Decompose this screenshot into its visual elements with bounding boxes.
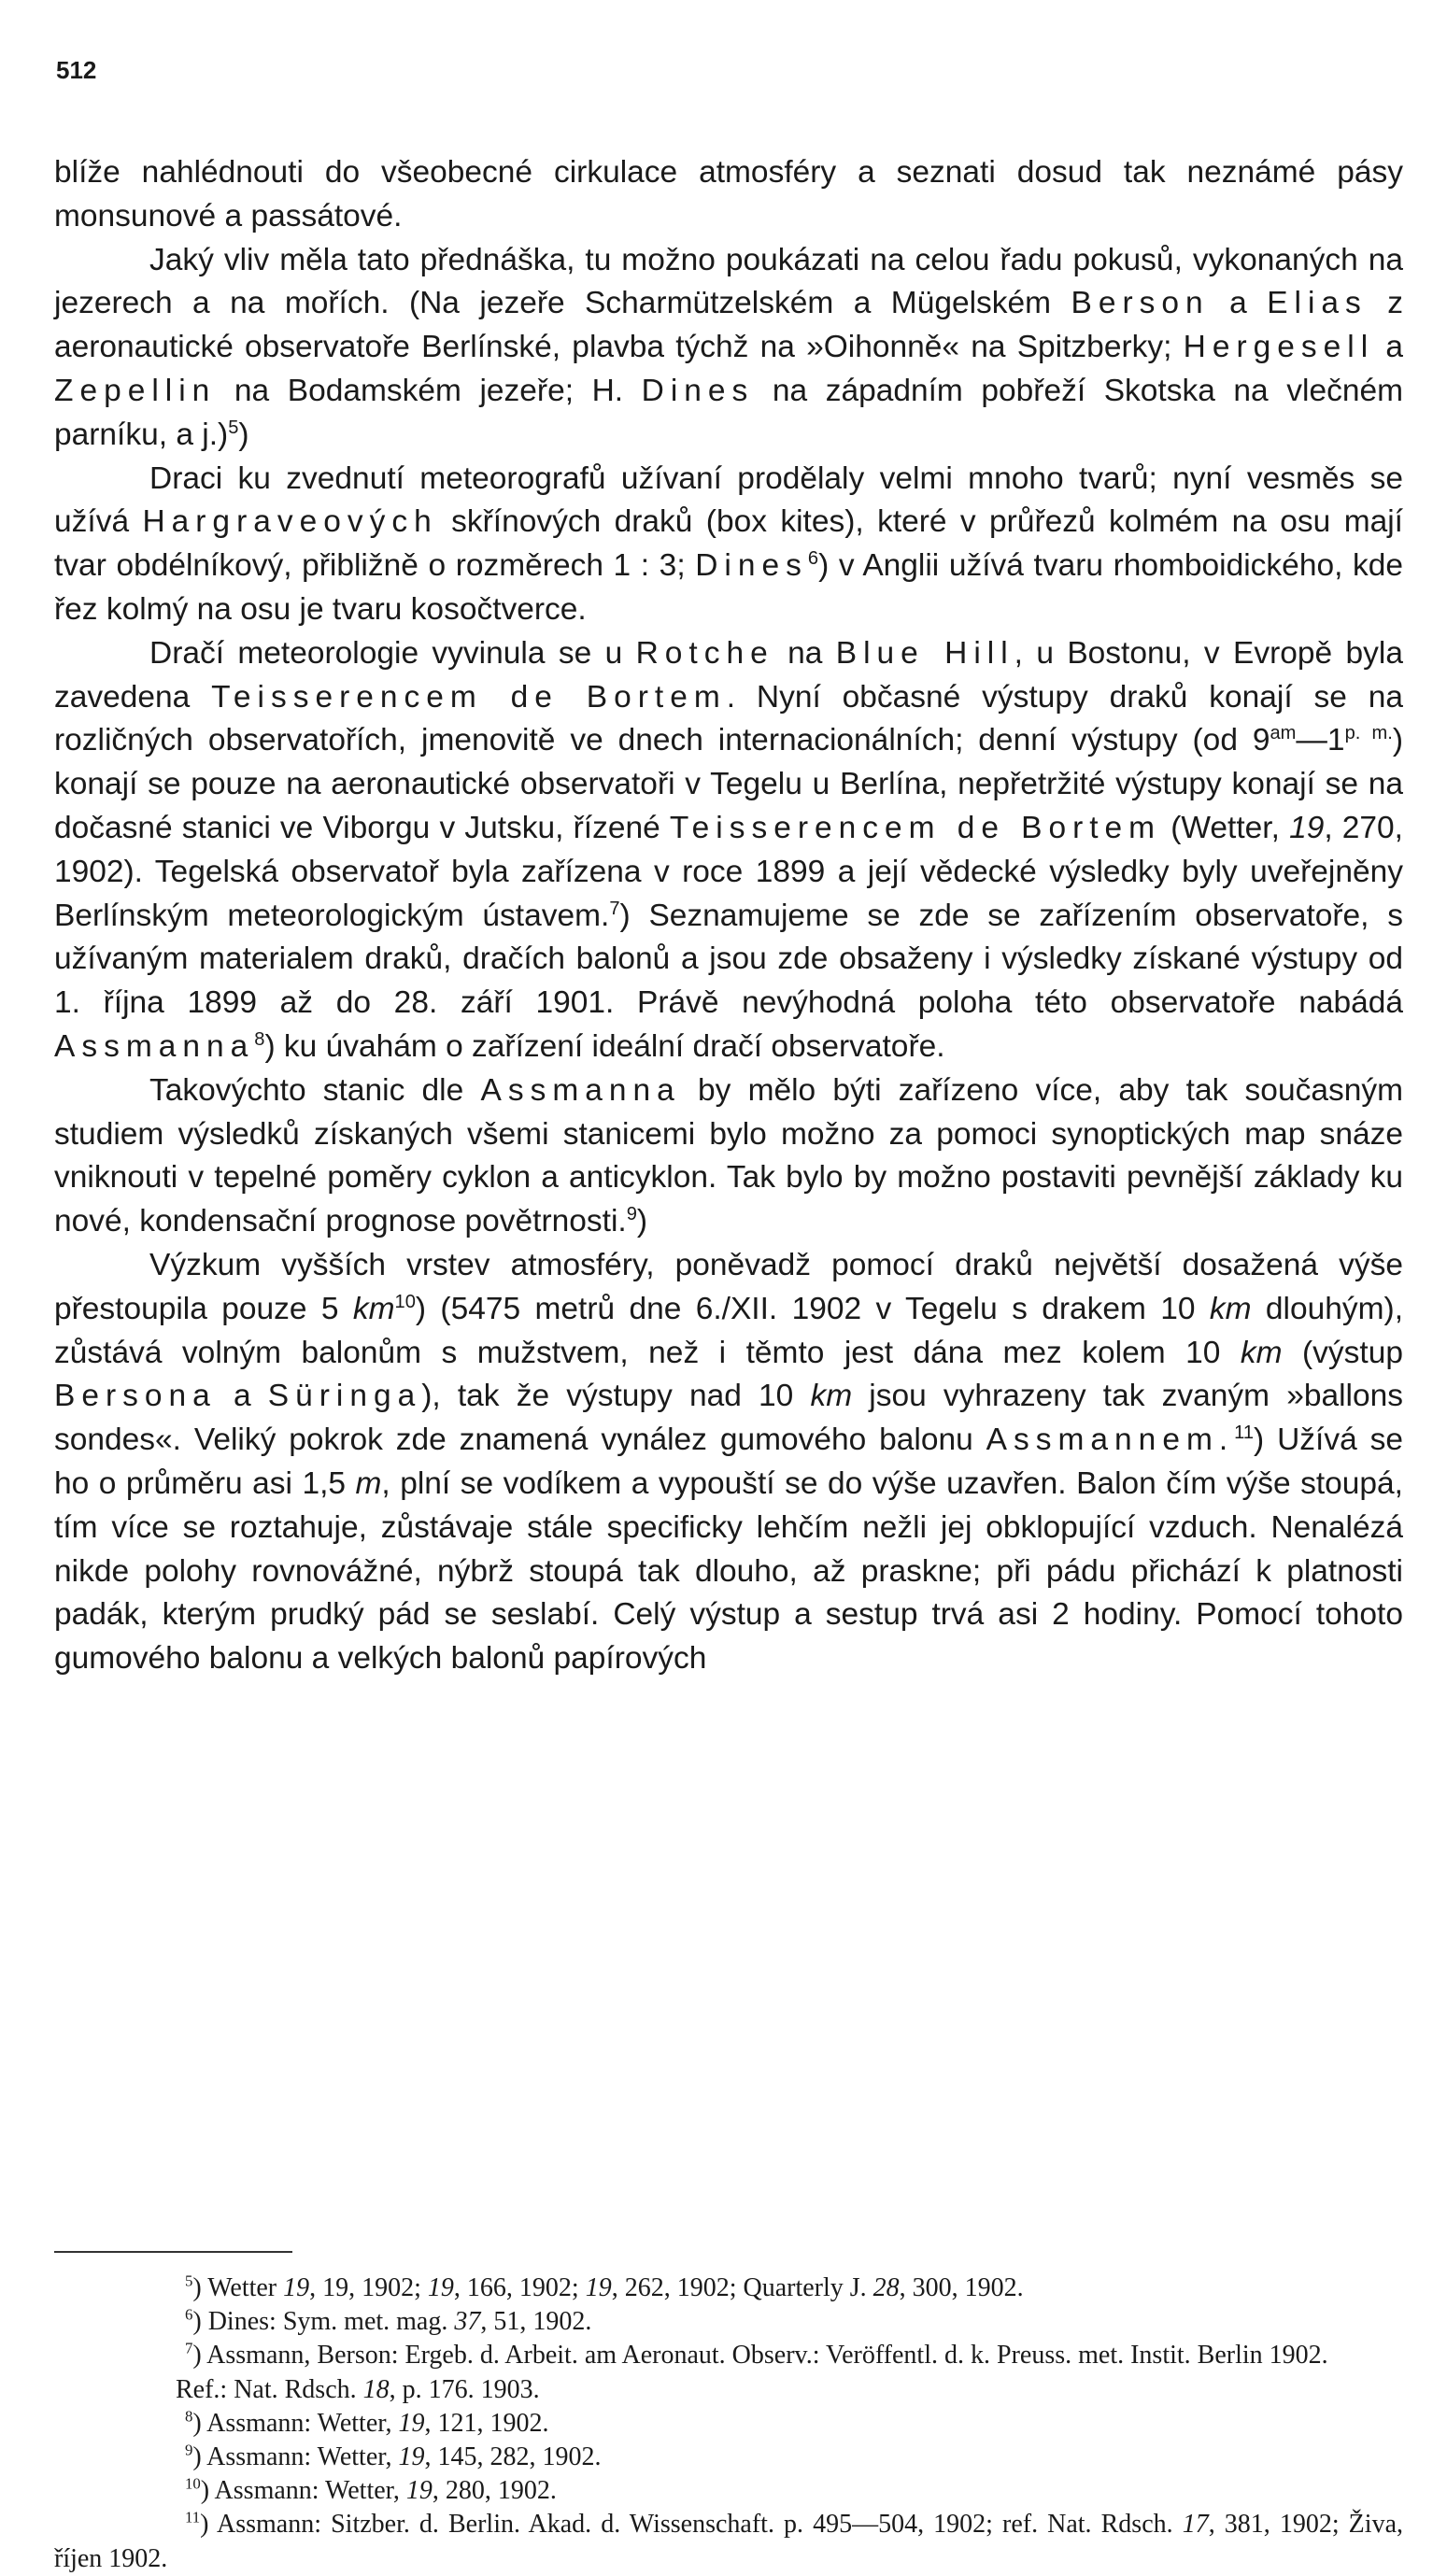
- footnote-6: $^6$) Dines: Sym. met. mag. 37, 51, 1902.: [185, 2305, 592, 2337]
- footnote-10: $^{10}$) Assmann: Wetter, 19, 280, 1902.: [185, 2474, 557, 2506]
- paragraph-6: Výzkum vyšších vrstev atmosféry, poněvadž pomocí draků největší dosažená výše přestoupila pouze 5 $km^{10}$) (5475 metrů dne 6./XII. 1902 v Tegelu s drakem 10 km dlouhým), zůstává volným balonům s mužstvem, než i těmto jest dána mez kolem 10 km (výstup Bersona a Süringa), tak že výstupy nad 10 km jsou vyhrazeny tak zvaným »ballons sondes«. Veliký pokrok zde znamená vynález gumového balonu Assmannem.$^{11}$) Užívá se ho o průměru asi 1,5 m, plní se vodíkem a vypouští se do výše uzavřen. Balon čím výše stoupá, tím více se roztahuje, zůstávaje stále specificky lehčím nežli jej obklopující vzduch. Nenalézá nikde polohy rovnovážné, nýbrž stoupá tak dlouho, až praskne; při pádu přichází k platnosti padák, kterým prudký pád se seslabí. Celý výstup a sestup trvá asi 2 hodiny. Pomocí tohoto gumového balonu a velkých balonů papírových: [54, 1247, 1404, 1677]
- footnote-7-reference: Ref.: Nat. Rdsch. 18, p. 176. 1903.: [176, 2374, 540, 2404]
- footnote-ref-8: 8: [254, 1028, 265, 1050]
- footnotes: [54, 2272, 1403, 2576]
- paragraph-1: blíže nahlédnouti do všeobecné cirkulace atmosféry a seznati dosud tak neznámé pásy monsunové a passátové.: [54, 155, 1403, 234]
- body-text: [54, 151, 1403, 1681]
- paragraph-2: Jaký vliv měla tato přednáška, tu možno poukázati na celou řadu pokusů, vykonaných na jezerech a na mořích. (Na jezeře Scharmützelském a Mügelském Berson a Elias z aeronautické observatoře Berlínské, plavba týchž na »Oihonně« na Spitzberky; Hergesell a Zepellin na Bodamském jezeře; H. Dines na západním pobřeží Skotska na vlečném parníku, a j.)$^5$): [54, 242, 1404, 452]
- footnote-ref-6: 6: [807, 548, 819, 570]
- footnote-5: $^5$) Wetter 19, 19, 1902; 19, 166, 1902; 19, 262, 1902; Quarterly J. 28, 300, 1902.: [185, 2272, 1024, 2302]
- footnote-9: $^9$) Assmann: Wetter, 19, 145, 282, 1902.: [185, 2441, 602, 2472]
- footnote-11: $^{11}$) Assmann: Sitzber. d. Berlin. Akad. d. Wissenschaft. p. 495—504, 1902; ref. Nat. Rdsch. 17, 381, 1902; Živa, říjen 1902.: [54, 2509, 1403, 2573]
- footnote-7: $^7$) Assmann, Berson: Ergeb. d. Arbeit. am Aeronaut. Observ.: Veröffentl. d. k. Preuss. met. Instit. Berlin 1902.: [185, 2340, 1328, 2371]
- footnote-ref-5: 5: [228, 417, 239, 438]
- footnote-8: $^8$) Assmann: Wetter, 19, 121, 1902.: [185, 2407, 549, 2438]
- footnote-ref-11: 11: [1234, 1422, 1255, 1443]
- paragraph-3: Draci ku zvednutí meteorografů užívaní prodělaly velmi mnoho tvarů; nyní vesměs se užívá Hargraveových skřínových draků (box kites), které v průřezů kolmém na osu mají tvar obdélníkový, přibližně o rozměrech 1 : 3; Dines$^6$) v Anglii užívá tvaru rhomboidického, kde řez kolmý na osu je tvaru kosočtverce.: [54, 460, 1403, 627]
- footnote-ref-10: 10: [394, 1291, 416, 1312]
- paragraph-5: Takovýchto stanic dle Assmanna by mělo býti zařízeno více, aby tak současným studiem výsledků získaných všemi stanicemi bylo možno za pomoci synoptických map snáze vniknouti v tepelné poměry cyklon a anticyklon. Tak bylo by možno postaviti pevnější základy ku nové, kondensační prognose povětrnosti.$^9$): [54, 1072, 1403, 1239]
- footnote-ref-9: 9: [626, 1203, 637, 1224]
- footnote-divider: [54, 2251, 292, 2253]
- page-number: 512: [56, 56, 97, 84]
- paragraph-4: Dračí meteorologie vyvinula se u Rotche na Blue Hill, u Bostonu, v Evropě byla zavedena Teisserencem de Bortem. Nyní občasné výstupy draků konají se na rozličných observatořích, jmenovitě ve dnech internacionálních; denní výstupy (od $9^{am}—1^{p. m.}$) konají se pouze na aeronautické observatoři v Tegelu u Berlína, nepřetržité výstupy konají se na dočasné stanici ve Viborgu v Jutsku, řízené Teisserencem de Bortem (Wetter, 19, 270, 1902). Tegelská observatoř byla zařízena v roce 1899 a její vědecké výsledky byly uveřejněny Berlínským meteorologickým ústavem.$^7$) Seznamujeme se zde se zařízením observatoře, s užívaným materialem draků, dračích balonů a jsou zde obsaženy i výsledky získané výstupy od 1. října 1899 až do 28. září 1901. Právě nevýhodná poloha této observatoře nabádá Assmanna$^8$) ku úvahám o zařízení ideální dračí observatoře.: [54, 635, 1403, 1064]
- footnote-ref-7: 7: [609, 898, 620, 919]
